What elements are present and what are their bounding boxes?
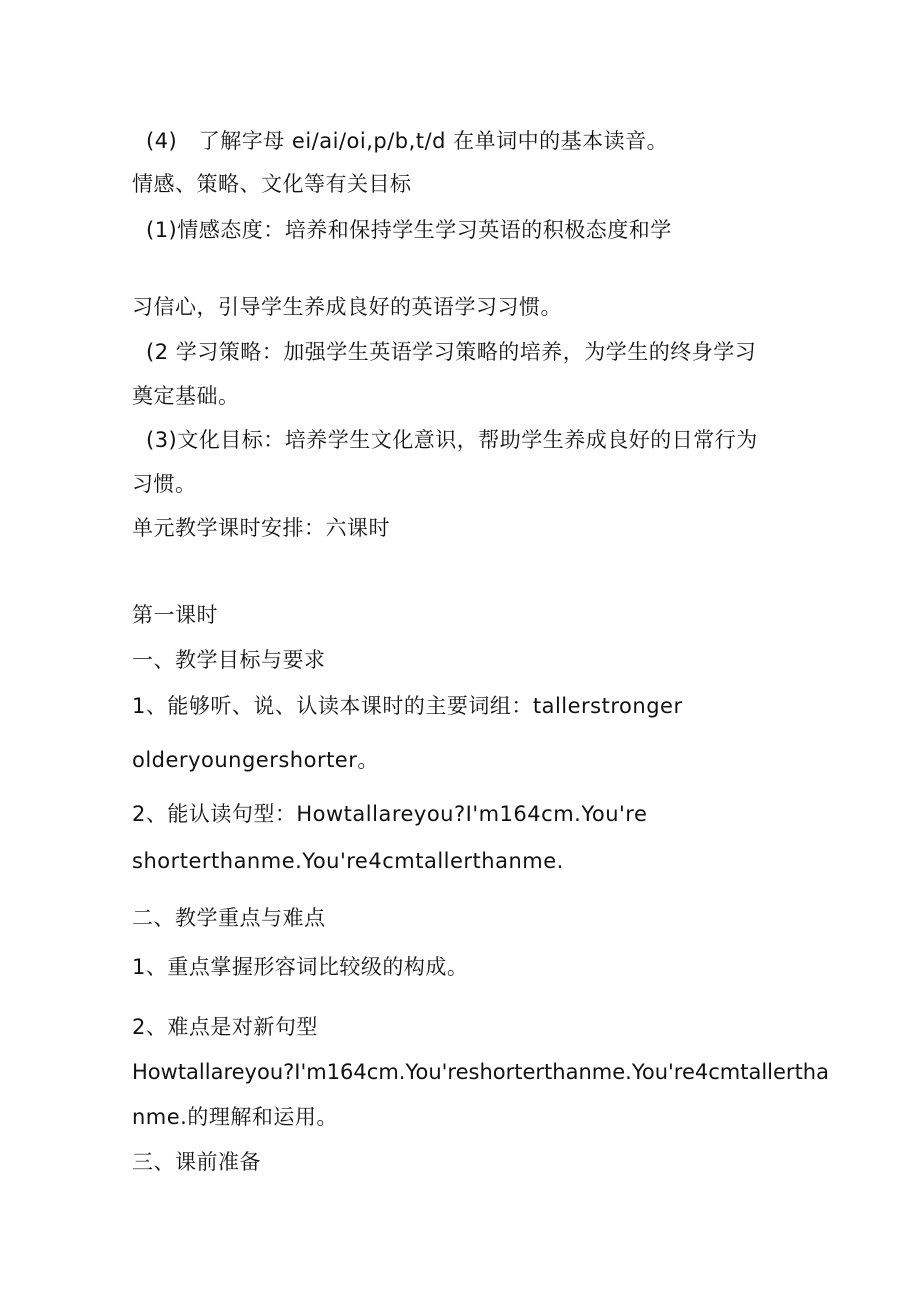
- learning-strategy-line-1: (2 学习策略：加强学生英语学习策略的培养，为学生的终身学习: [146, 340, 757, 364]
- objective-item-4: (4) 了解字母 ei/ai/oi,p/b,t/d 在单词中的基本读音。: [146, 129, 669, 153]
- goal-2-line-2: shorterthanme.You're4cmtallerthanme.: [132, 849, 564, 873]
- culture-goal-line-1: (3)文化目标：培养学生文化意识，帮助学生养成良好的日常行为: [146, 428, 758, 452]
- section-1-heading: 一、教学目标与要求: [132, 648, 326, 672]
- goal-1-line-1: 1、能够听、说、认读本课时的主要词组：tallerstronger: [132, 694, 683, 718]
- unit-schedule: 单元教学课时安排：六课时: [132, 516, 390, 540]
- key-point-2-line-1: 2、难点是对新句型: [132, 1015, 318, 1039]
- key-point-2-line-3: nme.的理解和运用。: [132, 1105, 338, 1129]
- culture-goal-line-2: 习惯。: [132, 472, 197, 496]
- key-point-1: 1、重点掌握形容词比较级的构成。: [132, 955, 469, 979]
- goal-1-line-2: olderyoungershorter。: [132, 748, 379, 772]
- emotion-attitude-line-2: 习信心，引导学生养成良好的英语学习习惯。: [132, 295, 562, 319]
- emotion-strategy-culture-heading: 情感、策略、文化等有关目标: [132, 172, 412, 196]
- learning-strategy-line-2: 奠定基础。: [132, 384, 240, 408]
- section-2-heading: 二、教学重点与难点: [132, 906, 326, 930]
- section-3-heading: 三、课前准备: [132, 1150, 261, 1174]
- emotion-attitude-line-1: (1)情感态度：培养和保持学生学习英语的积极态度和学: [146, 218, 672, 242]
- lesson-1-heading: 第一课时: [132, 603, 218, 627]
- goal-2-line-1: 2、能认读句型：Howtallareyou?I'm164cm.You're: [132, 802, 648, 826]
- key-point-2-line-2: Howtallareyou?I'm164cm.You'reshorterthanme.You're4cmtallertha: [132, 1060, 829, 1084]
